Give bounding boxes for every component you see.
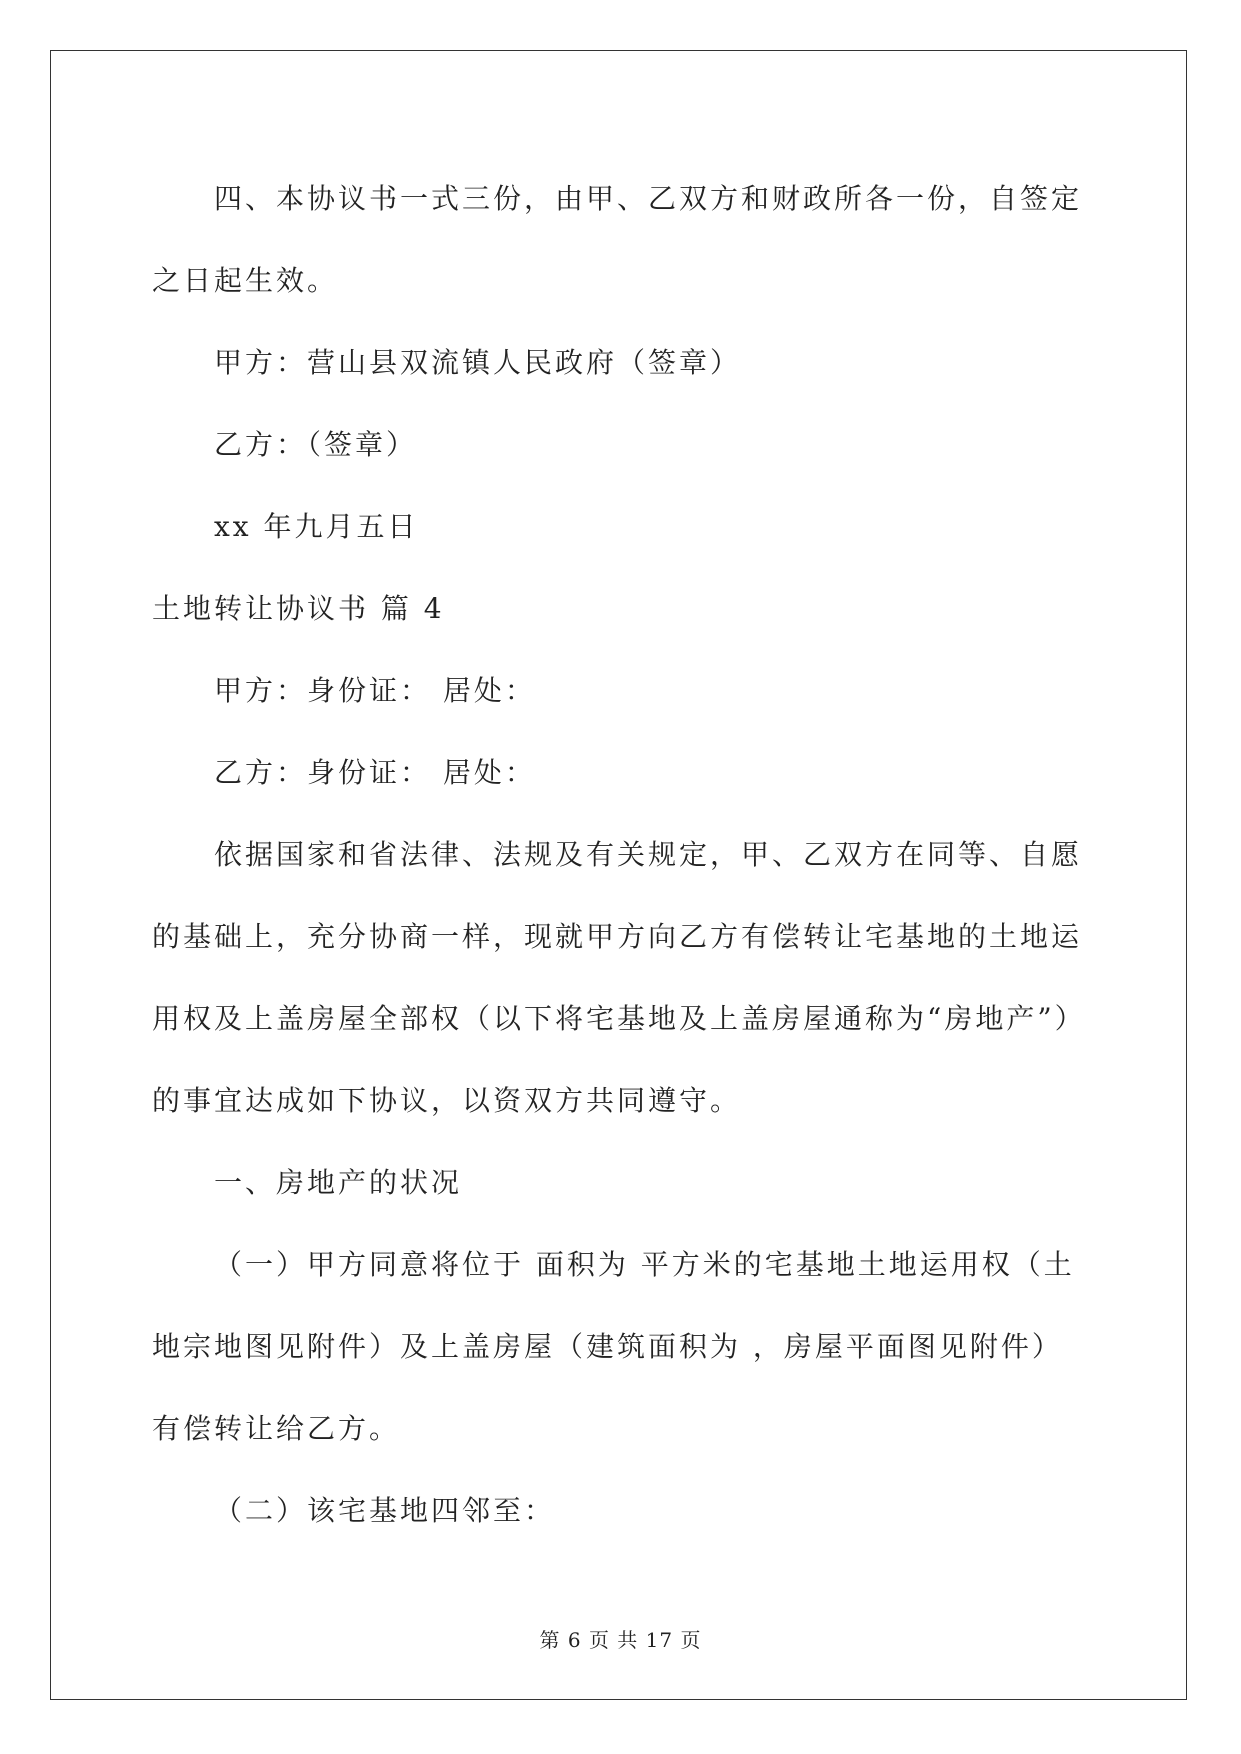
party-a-info-line: 甲方：身份证： 居处： [214,674,536,707]
section-title: 土地转让协议书 篇 4 [152,592,445,625]
party-b-info-line: 乙方：身份证： 居处： [214,756,536,789]
paragraph-line: 地宗地图见附件）及上盖房屋（建筑面积为 ，房屋平面图见附件） [152,1330,1063,1363]
paragraph-line: （二）该宅基地四邻至： [214,1494,556,1527]
paragraph-line: 有偿转让给乙方。 [152,1412,401,1445]
paragraph-line: 用权及上盖房屋全部权（以下将宅基地及上盖房屋通称为“房地产”） [152,1002,1086,1035]
date-line: xx 年九月五日 [214,510,419,543]
page-number-footer: 第 6 页 共 17 页 [539,1628,702,1652]
paragraph-line: 依据国家和省法律、法规及有关规定，甲、乙双方在同等、自愿 [214,838,1083,871]
paragraph-line: 的基础上，充分协商一样，现就甲方向乙方有偿转让宅基地的土地运 [152,920,1083,953]
paragraph-line: 四、本协议书一式三份，由甲、乙双方和财政所各一份，自签定 [214,182,1083,215]
paragraph-line: 的事宜达成如下协议，以资双方共同遵守。 [152,1084,742,1117]
party-b-signature-line: 乙方：（签章） [214,428,418,461]
clause-heading: 一、房地产的状况 [214,1166,463,1199]
document-body [152,158,1092,1552]
paragraph-line: 之日起生效。 [152,264,339,297]
paragraph-line: （一）甲方同意将位于 面积为 平方米的宅基地土地运用权（土 [214,1248,1075,1281]
party-a-signature-line: 甲方：营山县双流镇人民政府（签章） [214,346,742,379]
